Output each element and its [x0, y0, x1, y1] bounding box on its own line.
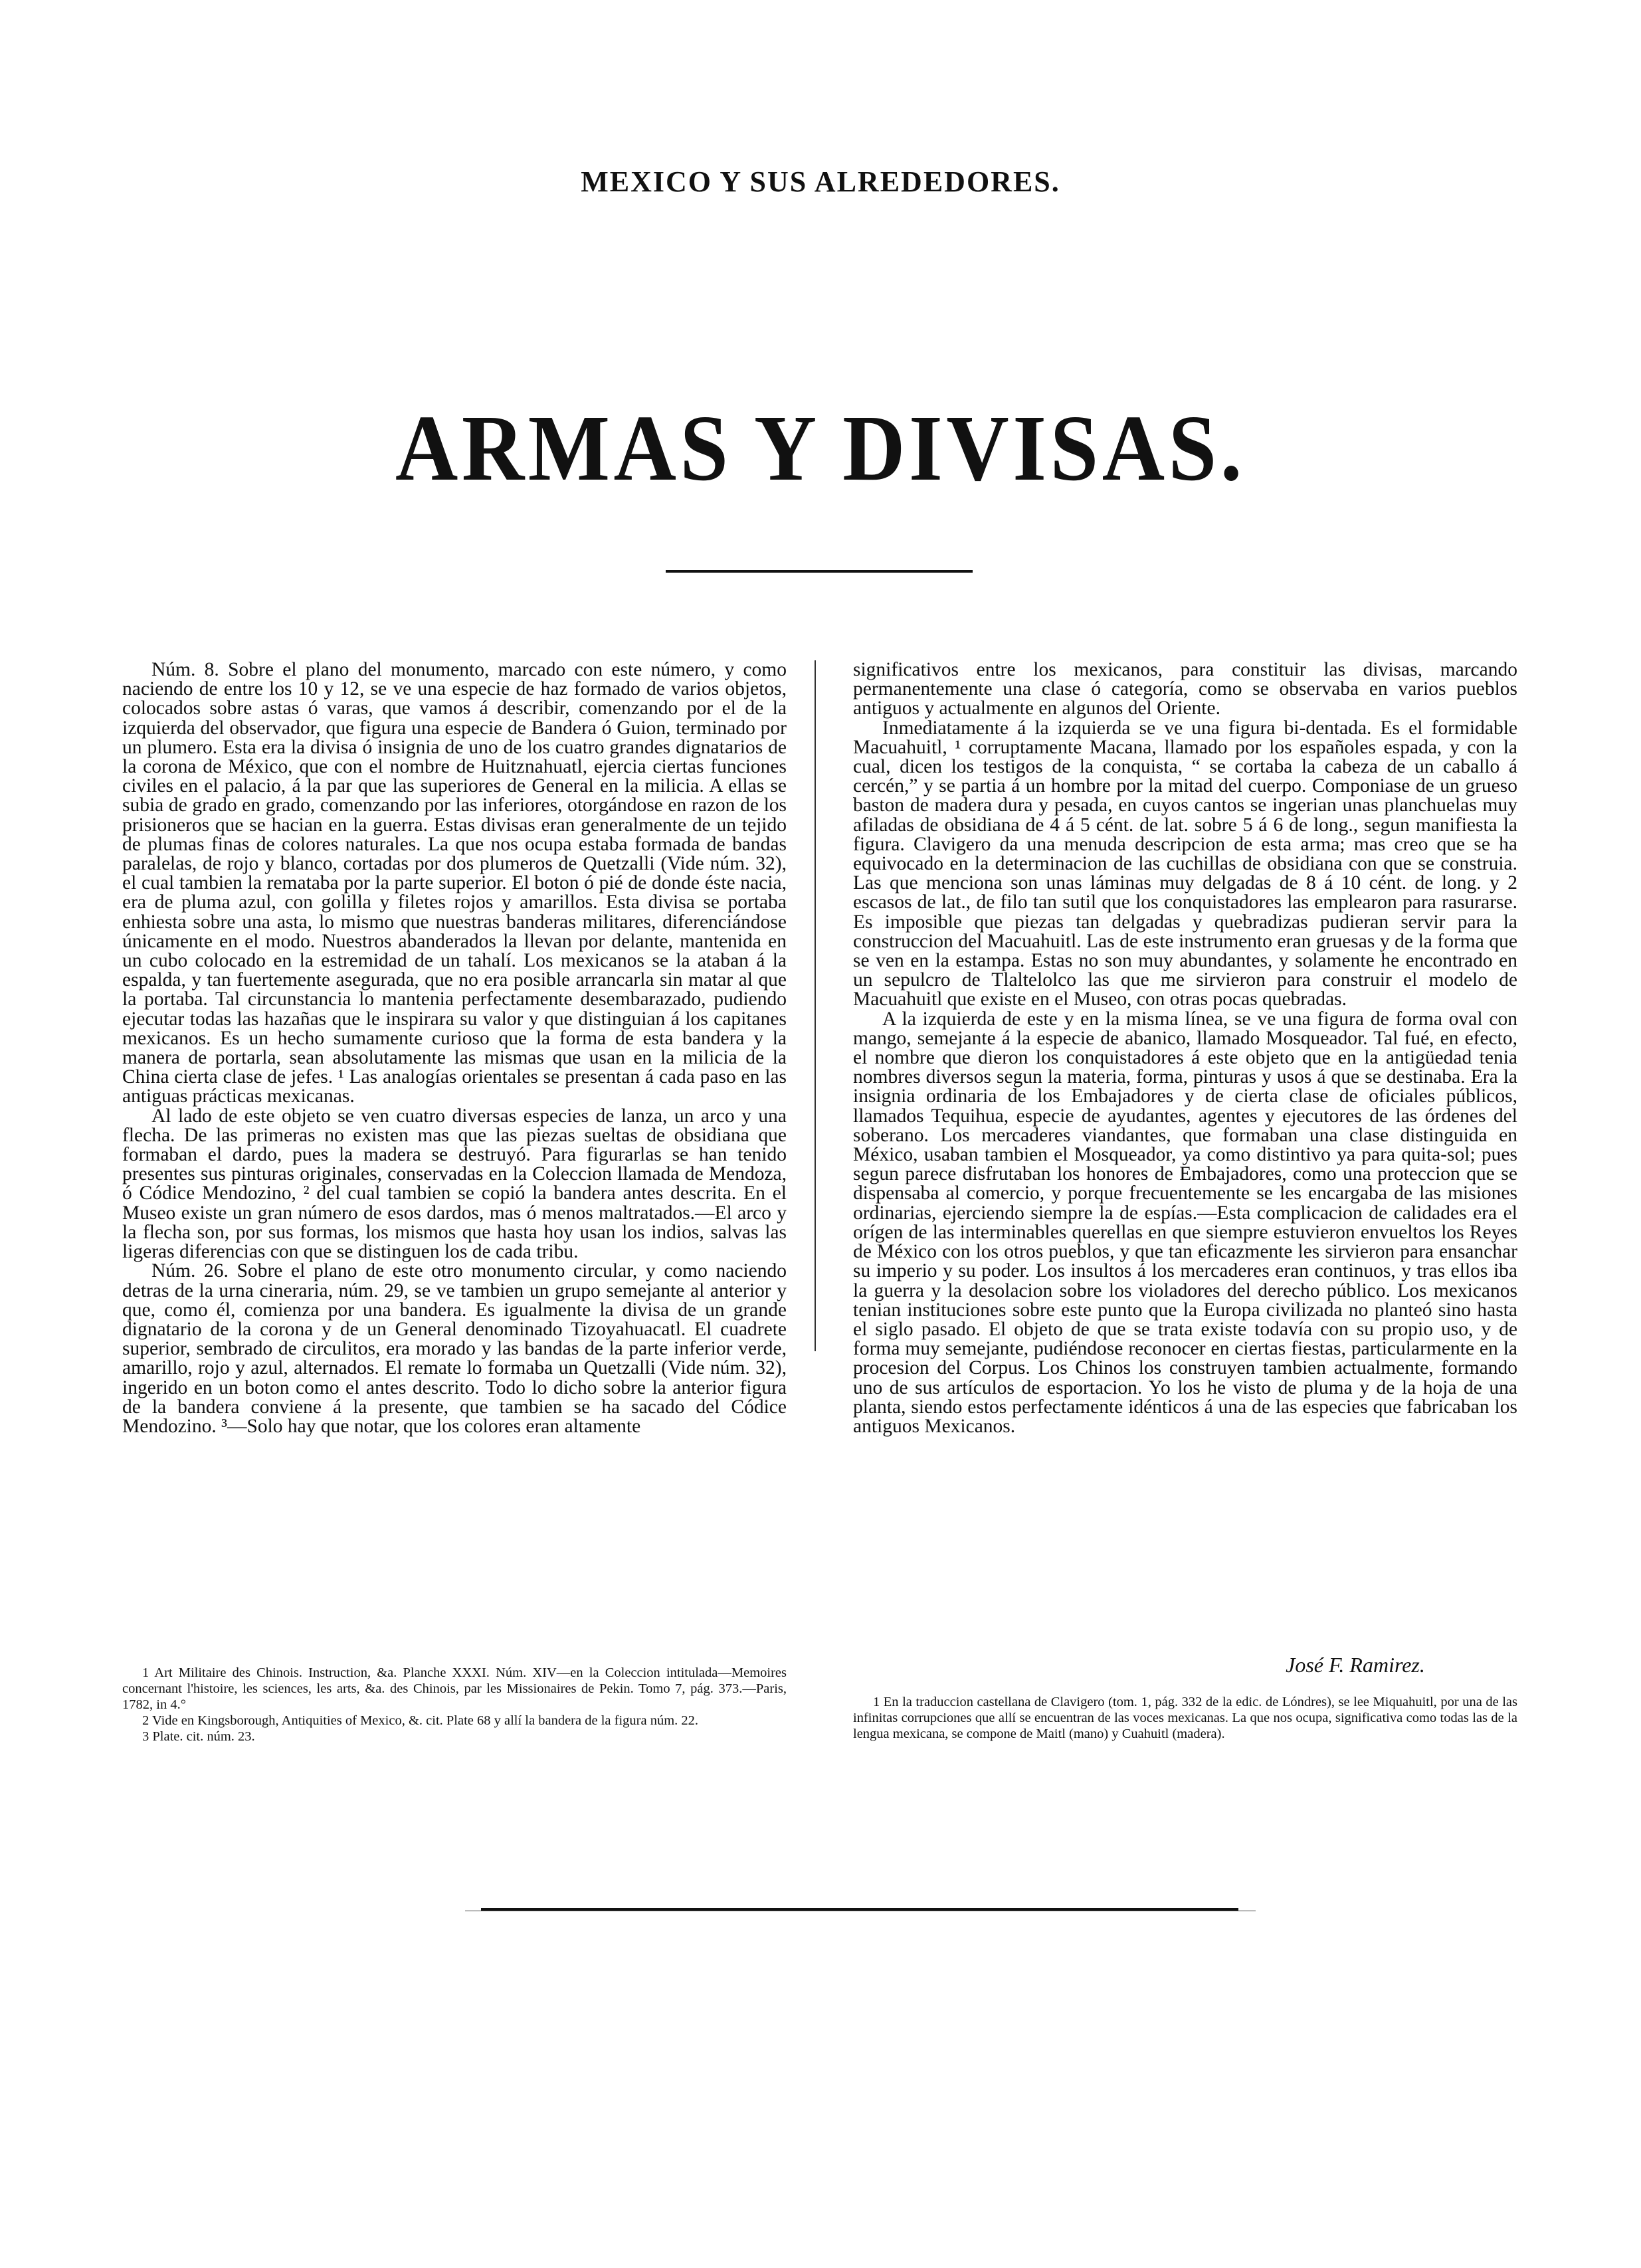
- footnote: 1 Art Militaire des Chinois. Instruction, &a. Planche XXXI. Núm. XIV—en la Coleccion intitulada—Memoires concernant l'histoire, les sciences, les arts, &a. des Chinois, par les Missionaires de Pekin. Tomo 7, pág. 373.—Paris, 1782, in 4.°: [122, 1665, 787, 1712]
- paragraph: Al lado de este objeto se ven cuatro diversas especies de lanza, un arco y una flecha. De las primeras no existen mas que las piezas sueltas de obsidiana que formaban el dardo, pues la madera se destruyó. Para figurarlas se han tenido presentes sus pinturas originales, conservadas en la Coleccion llamada de Mendoza, ó Códice Mendozino, ² del cual tambien se copió la bandera antes descrita. En el Museo existe un gran número de esos dardos, mas ó menos maltratados.—El arco y la flecha son, por sus formas, los mismos que hasta hoy usan los indios, salvas las ligeras diferencias con que se distinguen los de cada tribu.: [122, 1105, 787, 1263]
- title-rule: [666, 570, 973, 573]
- right-column: [853, 660, 1517, 1436]
- bottom-rule: [481, 1908, 1238, 1911]
- footnotes-left: [122, 1665, 787, 1745]
- paragraph: A la izquierda de este y en la misma línea, se ve una figura de forma oval con mango, semejante á la especie de abanico, llamado Mosqueador. Tal fué, en efecto, el nombre que dieron los conquistadores á este objeto que en la antigüedad tenia nombres diversos segun la materia, forma, pinturas y usos á que se destinaba. Era la insignia ordinaria de los Embajadores y de cierta clase de oficiales públicos, llamados Tequihua, especie de ayudantes, agentes y ejecutores de las órdenes del soberano. Los mercaderes viandantes, que formaban una clase distinguida en México, usaban tambien el Mosqueador, ya como distintivo ya para quita-sol; pues segun parece disfrutaban los honores de Embajadores, como una proteccion que se dispensaba al comercio, y porque frecuentemente se les encargaba de las misiones ordinarias, ejerciendo siempre la de espías.—Esta complicacion de calidades era el orígen de las interminables querellas en que siempre estuvieron envueltos los Reyes de México con los otros pueblos, y que tan eficazmente les sirvieron para ensanchar su imperio y su poder. Los insultos á los mercaderes eran continuos, y tras ellos iba la guerra y la desolacion sobre los violadores del derecho público. Los mexicanos tenian instituciones sobre este punto que la Europa civilizada no planteó sino hasta el siglo pasado. El objeto de que se trata existe todavía con su propio uso, y de forma muy semejante, pudiéndose reconocer en ciertas fiestas, particularmente en la procesion del Corpus. Los Chinos los construyen tambien actualmente, formando uno de sus artículos de esportacion. Yo los he visto de pluma y de la hoja de una planta, siendo estos perfectamente idénticos á una de las especies que fabricaban los antiguos Mexicanos.: [853, 1008, 1517, 1437]
- footnote: 3 Plate. cit. núm. 23.: [142, 1729, 255, 1744]
- column-divider: [815, 660, 816, 1351]
- paragraph: significativos entre los mexicanos, para constituir las divisas, marcando permanentemente una clase ó categoría, como se observaba en varios pueblos antiguos y actualmente en algunos del Oriente.: [853, 659, 1517, 719]
- left-column: [122, 660, 787, 1436]
- author-signature: José F. Ramirez.: [1286, 1653, 1425, 1677]
- footnote: 2 Vide en Kingsborough, Antiquities of Mexico, &. cit. Plate 68 y allí la bandera de la figura núm. 22.: [142, 1713, 699, 1728]
- footnotes-right: [853, 1694, 1517, 1742]
- paragraph: Inmediatamente á la izquierda se ve una figura bi-dentada. Es el formidable Macuahuitl, ¹ corruptamente Macana, llamado por los españoles espada, y con la cual, dicen los testigos de la conquista, “ se cortaba la cabeza de un caballo á cercén,” y se partia á un hombre por la mitad del cuerpo. Componiase de un grueso baston de madera dura y pesada, en cuyos cantos se ingerian unas planchuelas muy afiladas de obsidiana de 4 á 5 cént. de lat. sobre 5 á 6 de long., segun manifiesta la figura. Clavigero da una menuda descripcion de esta arma; mas creo que se ha equivocado en la determinacion de las cuchillas de obsidiana con que se construia. Las que menciona son unas láminas muy delgadas de 8 á 10 cént. de long. y 2 escasos de lat., de filo tan sutil que los conquistadores las emplearon para rasurarse. Es imposible que piezas tan delgadas y quebradizas pudieran servir para la construccion del Macuahuitl. Las de este instrumento eran gruesas y de la forma que se ven en la estampa. Estas no son muy abundantes, y solamente he encontrado en un sepulcro de Tlaltelolco las que me sirvieron para construir el modelo de Macuahuitl que existe en el Museo, con otras pocas quebradas.: [853, 717, 1517, 1010]
- footnote: 1 En la traduccion castellana de Clavigero (tom. 1, pág. 332 de la edic. de Lóndres), se lee Miquahuitl, por una de las infinitas corrupciones que allí se encuentran de las voces mexicanas. La que nos ocupa, significativa como todas las de la lengua mexicana, se compone de Maitl (mano) y Cuahuitl (madera).: [853, 1695, 1517, 1741]
- paragraph: Núm. 8. Sobre el plano del monumento, marcado con este número, y como naciendo de entre los 10 y 12, se ve una especie de haz formado de varios objetos, colocados sobre astas ó varas, que vamos á describir, comenzando por el de la izquierda del observador, que figura una especie de Bandera ó Guion, terminado por un plumero. Esta era la divisa ó insignia de uno de los cuatro grandes dignatarios de la corona de México, que con el nombre de Huitznahuatl, ejercia ciertas funciones civiles en el palacio, á la par que las superiores de General en la milicia. A ellas se subia de grado en grado, comenzando por las inferiores, otorgándose en razon de los prisioneros que se hacian en la guerra. Estas divisas eran generalmente de un tejido de plumas finas de colores naturales. La que nos ocupa estaba formada de bandas paralelas, de rojo y blanco, cortadas por dos plumeros de Quetzalli (Vide núm. 32), el cual tambien la remataba por la parte superior. El boton ó pié de donde éste nacia, era de pluma azul, con golilla y filetes rojos y amarillos. Esta divisa se portaba enhiesta sobre una asta, lo mismo que nuestras banderas militares, diferenciándose únicamente en el modo. Nuestros abanderados la llevan por delante, mantenida en un cubo colocado en la estremidad de un tahalí. Los mexicanos se la ataban á la espalda, y tan fuertemente asegurada, que no era posible arrancarla sin matar al que la portaba. Tal circunstancia lo mantenia perfectamente desembarazado, pudiendo ejecutar todas las hazañas que le inspirara su valor y que distinguian á los capitanes mexicanos. Es un hecho sumamente curioso que la forma de esta bandera y la manera de portarla, sean absolutamente las mismas que usan en la milicia de la China cierta clase de jefes. ¹ Las analogías orientales se presentan á cada paso en las antiguas prácticas mexicanas.: [122, 659, 787, 1107]
- running-head: MEXICO Y SUS ALREDEDORES.: [581, 165, 1060, 198]
- article-title: ARMAS Y DIVISAS.: [395, 395, 1246, 500]
- paragraph: Núm. 26. Sobre el plano de este otro monumento circular, y como naciendo detras de la urna cineraria, núm. 29, se ve tambien un grupo semejante al anterior y que, como él, comienza por una bandera. Es igualmente la divisa de un grande dignatario de la corona y de un General denominado Tizoyahuacatl. El cuadrete superior, sembrado de circulitos, era morado y las bandas de la parte inferior verde, amarillo, rojo y azul, alternados. El remate lo formaba un Quetzalli (Vide núm. 32), ingerido en un boton como el antes descrito. Todo lo dicho sobre la anterior figura de la bandera conviene á la presente, que tambien se ha sacado del Códice Mendozino. ³—Solo hay que notar, que los colores eran altamente: [122, 1260, 787, 1437]
